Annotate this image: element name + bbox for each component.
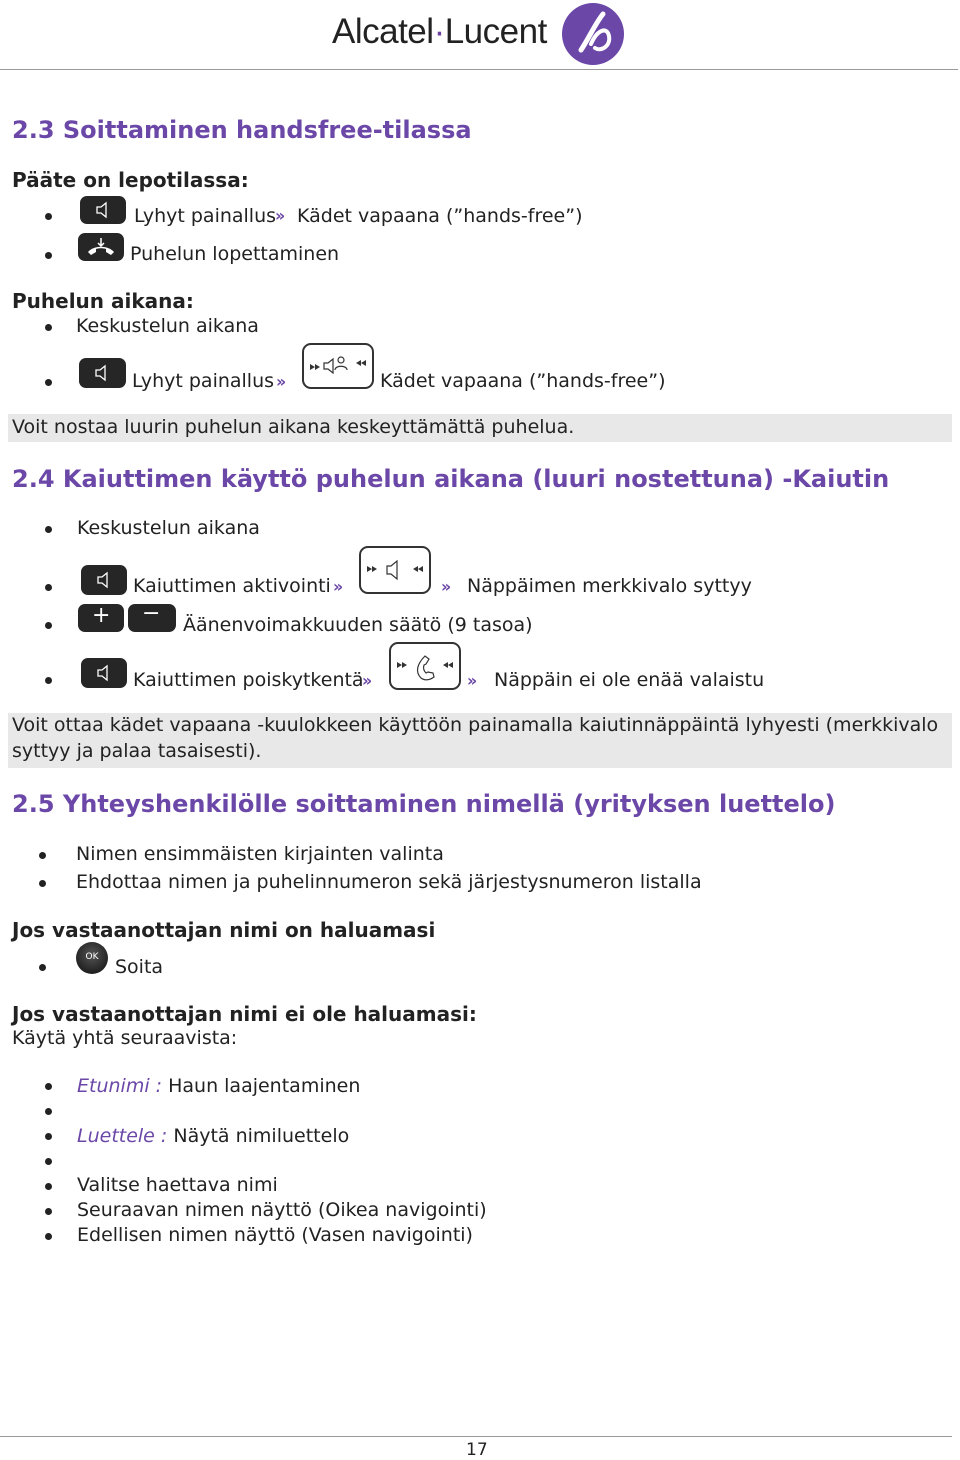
call-item-conversation: Keskustelun aikana [76, 315, 259, 337]
brand-logotype: Alcatel·Lucent [332, 12, 547, 51]
speaker-icon [80, 196, 126, 224]
found-heading: Jos vastaanottajan nimi on haluamasi [12, 918, 436, 942]
bullet [39, 964, 46, 971]
bullet [45, 1083, 52, 1090]
info-note [8, 713, 952, 768]
arrow-icon: ›› [362, 671, 370, 690]
softkey-list-desc: Näytä nimiluettelo [173, 1125, 350, 1147]
s25-item-suggest: Ehdottaa nimen ja puhelinnumeron sekä järjestysnumeron listalla [76, 871, 702, 893]
bullet [45, 677, 52, 684]
bullet [45, 1158, 52, 1165]
idle-item-handsfree: Kädet vapaana (”hands-free”) [297, 205, 583, 227]
plus-icon: + [92, 603, 111, 628]
hang-up-key[interactable] [78, 233, 124, 261]
bullet [39, 880, 46, 887]
arrow-icon: ›› [333, 577, 341, 596]
s24-item-led-off: Näppäin ei ole enää valaistu [494, 669, 765, 691]
arrow-icon: ›› [467, 671, 475, 690]
speaker-icon [79, 358, 126, 388]
info-note [8, 414, 952, 442]
call-label: Soita [115, 956, 164, 978]
s24-item-activate: Kaiuttimen aktivointi [133, 575, 331, 597]
handset-big-key[interactable] [389, 642, 461, 690]
note-text-line2: syttyy ja palaa tasaisesti). [12, 740, 262, 762]
section-title-2-4: 2.4 Kaiuttimen käyttö puhelun aikana (luuri nostettuna) -Kaiutin [12, 465, 890, 493]
bullet [45, 526, 52, 533]
hang-up-icon [78, 233, 124, 261]
bullet [45, 252, 52, 259]
alcatel-lucent-logo-icon [561, 2, 625, 66]
bullet [45, 379, 52, 386]
list-item-next: Seuraavan nimen näyttö (Oikea navigointi) [77, 1199, 487, 1221]
note-text-line1: Voit ottaa kädet vapaana -kuulokkeen käyttöön painamalla kaiutinnäppäintä lyhyesti (merkkivalo [12, 714, 939, 736]
s25-item-initials: Nimen ensimmäisten kirjainten valinta [76, 843, 444, 865]
bullet [45, 622, 52, 629]
not-found-heading: Jos vastaanottajan nimi ei ole haluamasi: [12, 1002, 477, 1026]
speaker-big-key[interactable] [359, 546, 431, 594]
section-title-2-5: 2.5 Yhteyshenkilölle soittaminen nimellä (yrityksen luettelo) [12, 790, 836, 818]
bullet [45, 1183, 52, 1190]
speaker-icon [81, 565, 127, 595]
arrow-icon: ›› [275, 206, 283, 225]
call-heading: Puhelun aikana: [12, 289, 194, 313]
list-item-select: Valitse haettava nimi [77, 1174, 278, 1196]
handset-icon [391, 644, 459, 688]
s24-item-led-on: Näppäimen merkkivalo syttyy [467, 575, 752, 597]
s24-item-deactivate: Kaiuttimen poiskytkentä [133, 669, 364, 691]
bullet [45, 1133, 52, 1140]
bullet [45, 213, 52, 220]
note-text: Voit nostaa luurin puhelun aikana keskeyttämättä puhelua. [12, 416, 575, 438]
handsfree-key[interactable] [302, 343, 374, 389]
ok-button[interactable] [76, 942, 108, 974]
bullet [45, 324, 52, 331]
page-number: 17 [466, 1440, 488, 1460]
section-title-2-3: 2.3 Soittaminen handsfree-tilassa [12, 116, 472, 144]
handsfree-icon [304, 345, 372, 387]
softkey-list[interactable]: Luettele : [77, 1125, 168, 1147]
bullet [39, 852, 46, 859]
speaker-key[interactable] [79, 358, 126, 388]
arrow-icon: ›› [441, 577, 449, 596]
call-item-short-press: Lyhyt painallus [132, 370, 275, 392]
idle-heading: Pääte on lepotilassa: [12, 168, 249, 192]
footer-divider [0, 1436, 952, 1437]
softkey-first-name-desc: Haun laajentaminen [168, 1075, 361, 1097]
speaker-key[interactable] [81, 565, 127, 595]
idle-item-end-call: Puhelun lopettaminen [130, 243, 340, 265]
speaker-key[interactable] [80, 196, 126, 224]
s24-item-conversation: Keskustelun aikana [77, 517, 260, 539]
bullet [45, 1233, 52, 1240]
volume-down-key[interactable] [128, 601, 176, 632]
bullet [45, 1208, 52, 1215]
call-item-handsfree: Kädet vapaana (”hands-free”) [380, 370, 666, 392]
bullet [45, 1108, 52, 1115]
bullet [45, 584, 52, 591]
list-item-previous: Edellisen nimen näyttö (Vasen navigointi) [77, 1224, 473, 1246]
speaker-icon [81, 658, 127, 688]
speaker-icon [361, 548, 429, 592]
softkey-first-name[interactable]: Etunimi : [77, 1075, 163, 1097]
volume-up-key[interactable] [78, 604, 124, 632]
speaker-key[interactable] [81, 658, 127, 688]
minus-icon: − [142, 601, 161, 626]
ok-icon: OK [85, 952, 99, 962]
idle-item-short-press: Lyhyt painallus [134, 205, 277, 227]
use-one-text: Käytä yhtä seuraavista: [12, 1027, 238, 1049]
arrow-icon: ›› [276, 372, 284, 391]
header-divider [0, 69, 958, 70]
s24-item-volume: Äänenvoimakkuuden säätö (9 tasoa) [183, 614, 533, 636]
